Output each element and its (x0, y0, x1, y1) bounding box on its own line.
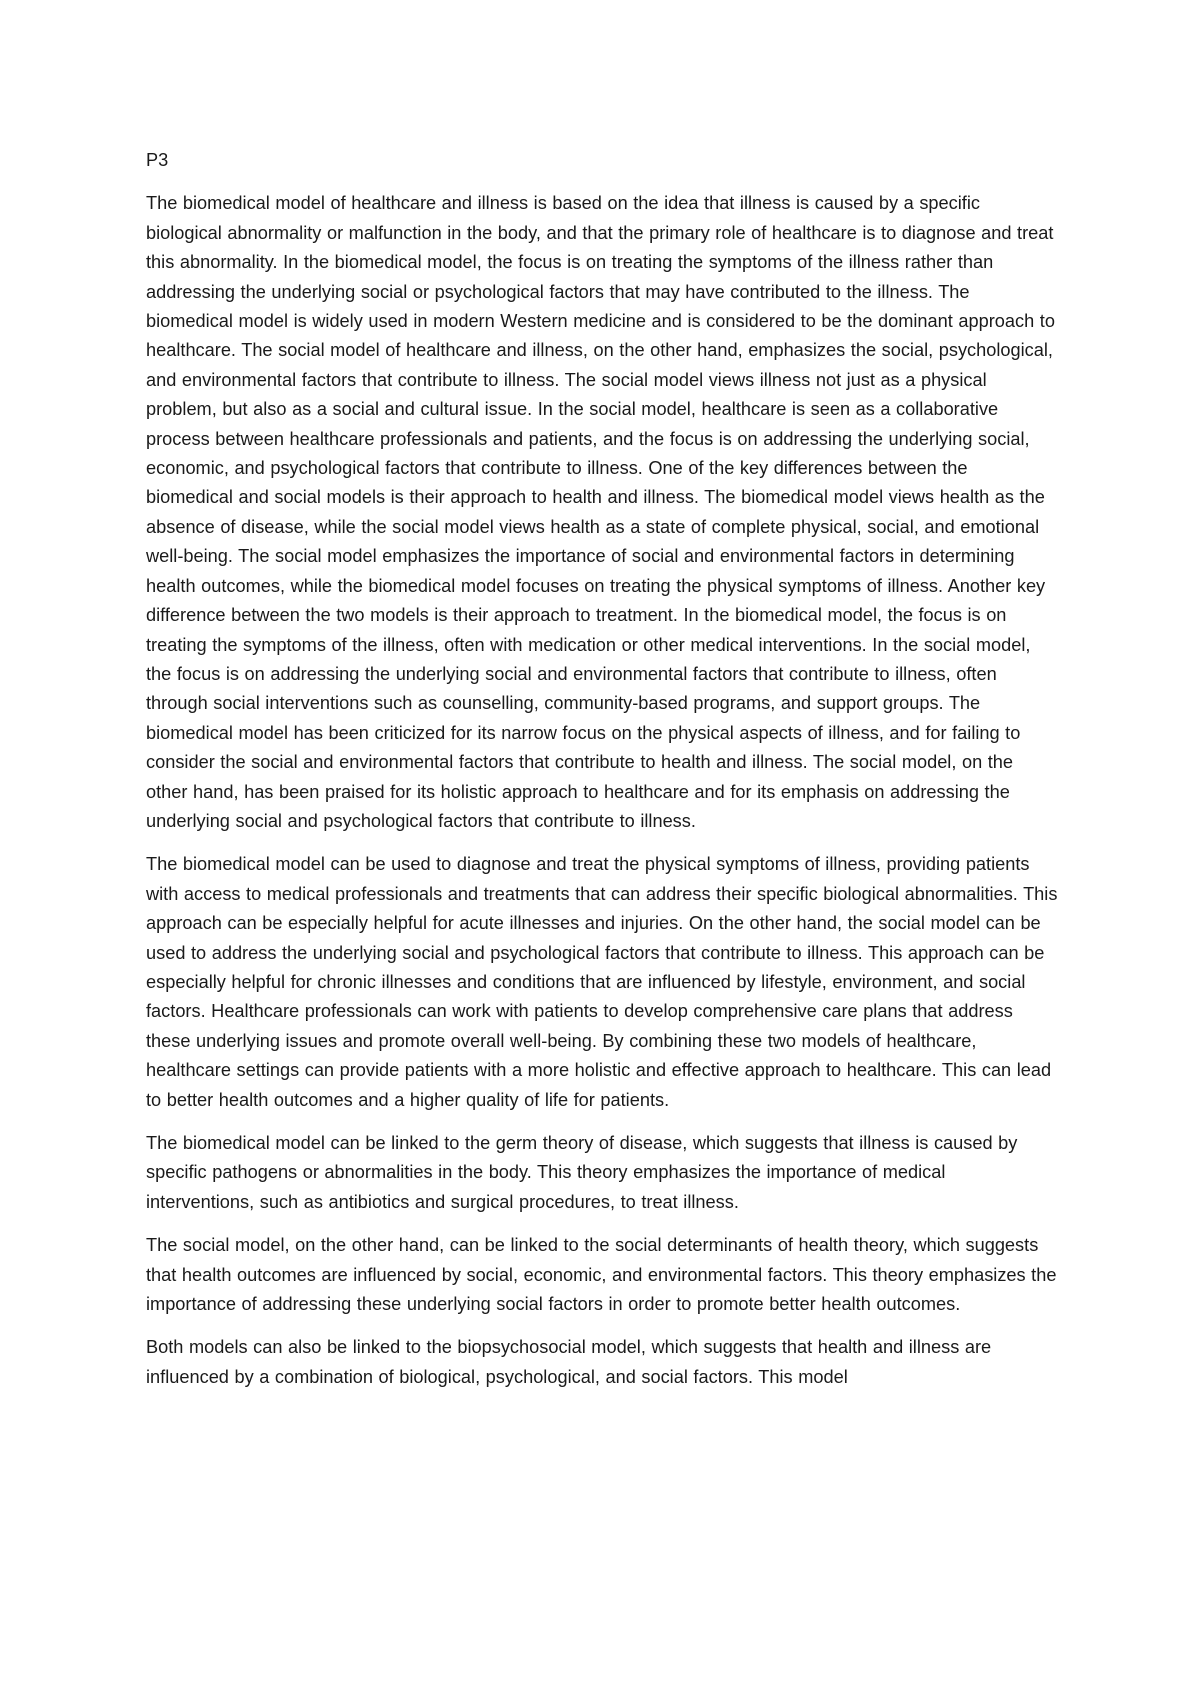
paragraph-biopsychosocial: Both models can also be linked to the biopsychosocial model, which suggests that health and illness are influenced by a combination of biological, psychological, and social factors. This model (146, 1337, 992, 1387)
section-heading: P3 (146, 150, 169, 170)
document-body (146, 146, 1058, 1406)
paragraph-models-application: The biomedical model can be used to diagnose and treat the physical symptoms of illness, providing patients with access to medical professionals and treatments that can address their specific biological abnormalities. This approach can be especially helpful for acute illnesses and injuries. On the other hand, the social model can be used to address the underlying social and psychological factors that contribute to illness. This approach can be especially helpful for chronic illnesses and conditions that are influenced by lifestyle, environment, and social factors. Healthcare professionals can work with patients to develop comprehensive care plans that address these underlying issues and promote overall well-being. By combining these two models of healthcare, healthcare settings can provide patients with a more holistic and effective approach to healthcare. This can lead to better health outcomes and a higher quality of life for patients. (146, 854, 1058, 1110)
paragraph-germ-theory: The biomedical model can be linked to the germ theory of disease, which suggests that illness is caused by specific pathogens or abnormalities in the body. This theory emphasizes the importance of medical interventions, such as antibiotics and surgical procedures, to treat illness. (146, 1133, 1018, 1212)
paragraph-models-overview: The biomedical model of healthcare and illness is based on the idea that illness is caused by a specific biological abnormality or malfunction in the body, and that the primary role of healthcare is to diagnose and treat this abnormality. In the biomedical model, the focus is on treating the symptoms of the illness rather than addressing the underlying social or psychological factors that may have contributed to the illness. The biomedical model is widely used in modern Western medicine and is considered to be the dominant approach to healthcare. The social model of healthcare and illness, on the other hand, emphasizes the social, psychological, and environmental factors that contribute to illness. The social model views illness not just as a physical problem, but also as a social and cultural issue. In the social model, healthcare is seen as a collaborative process between healthcare professionals and patients, and the focus is on addressing the underlying social, economic, and psychological factors that contribute to illness. One of the key differences between the biomedical and social models is their approach to health and illness. The biomedical model views health as the absence of disease, while the social model views health as a state of complete physical, social, and emotional well-being. The social model emphasizes the importance of social and environmental factors in determining health outcomes, while the biomedical model focuses on treating the physical symptoms of illness. Another key difference between the two models is their approach to treatment. In the biomedical model, the focus is on treating the symptoms of the illness, often with medication or other medical interventions. In the social model, the focus is on addressing the underlying social and environmental factors that contribute to illness, often through social interventions such as counselling, community-based programs, and support groups. The biomedical model has been criticized for its narrow focus on the physical aspects of illness, and for failing to consider the social and environmental factors that contribute to health and illness. The social model, on the other hand, has been praised for its holistic approach to healthcare and for its emphasis on addressing the underlying social and psychological factors that contribute to illness. (146, 193, 1055, 831)
paragraph-social-determinants: The social model, on the other hand, can be linked to the social determinants of health theory, which suggests that health outcomes are influenced by social, economic, and environmental factors. This theory emphasizes the importance of addressing these underlying social factors in order to promote better health outcomes. (146, 1235, 1057, 1315)
